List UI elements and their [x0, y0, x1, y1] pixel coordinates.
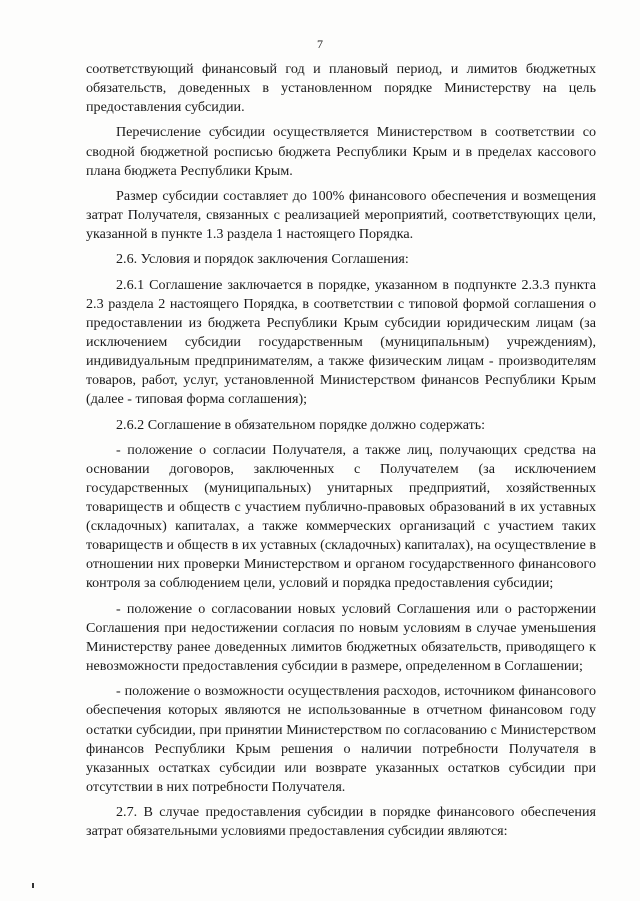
scan-speck [32, 883, 34, 888]
section-heading-2-7: 2.7. В случае предоставления субсидии в порядке финансового обеспечения затрат обязательными условиями предоставления субсидии являются: [86, 804, 596, 840]
list-item-new-conditions: - положение о согласовании новых условий Соглашения или о расторжении Соглашения при недостижении согласия по новым условиям в случае уменьшения Министерству ранее доведенных лимитов бюджетных обязательств, приводящего к невозможности предоставления субсидии в размере, определенном в Соглашении; [86, 600, 596, 675]
paragraph-continuation: соответствующий финансовый год и плановый период, и лимитов бюджетных обязательств, доведенных в установленном порядке Министерству на цель предоставления субсидии. [86, 61, 596, 116]
section-heading-2-6: 2.6. Условия и порядок заключения Соглашения: [116, 251, 409, 268]
paragraph-2-6-1: 2.6.1 Соглашение заключается в порядке, указанном в подпункте 2.3.3 пункта 2.3 раздела 2 настоящего Порядка, в соответствии с типовой формой соглашения о предоставлении из бюджета Республики Крым субсидии юридическим лицам (за исключением субсидии государственным (муниципальным) учреждениям), индивидуальным предпринимателям, а также физическим лицам - производителям товаров, работ, услуг, установленной Министерством финансов Республики Крым (далее - типовая форма соглашения); [86, 276, 596, 408]
paragraph-transfer: Перечисление субсидии осуществляется Министерством в соответствии со сводной бюджетной росписью бюджета Республики Крым и в пределах кассового плана бюджета Республики Крым. [86, 124, 596, 179]
paragraph-subsidy-amount: Размер субсидии составляет до 100% финансового обеспечения и возмещения затрат Получателя, связанных с реализацией мероприятий, соответствующих цели, указанной в пункте 1.3 раздела 1 настоящего Порядка. [86, 187, 596, 243]
paragraph-2-6-2: 2.6.2 Соглашение в обязательном порядке должно содержать: [116, 416, 486, 433]
list-item-consent: - положение о согласии Получателя, а также лиц, получающих средства на основании договоров, заключенных с Получателем (за исключением государственных (муниципальных) унитарных предприятий, хозяйственных товариществ и обществ с участием публично-правовых образований в их уставных (складочных) капиталах, а также коммерческих организаций с участием таких товариществ и обществ в их уставных (складочных) капиталах), на осуществление в отношении них проверки Министерством и органом государственного финансового контроля за соблюдением цели, условий и порядка предоставления субсидии; [86, 441, 596, 592]
list-item-remaining-funds: - положение о возможности осуществления расходов, источником финансового обеспечения которых являются не использованные в отчетном финансовом году остатки субсидии, при принятии Министерством по согласованию с Министерством финансов Республики Крым решения о наличии потребности Получателя в указанных остатках субсидии или возврате указанных остатков субсидии при отсутствии в них потребности Получателя. [86, 683, 596, 795]
page-number: 7 [317, 37, 323, 51]
